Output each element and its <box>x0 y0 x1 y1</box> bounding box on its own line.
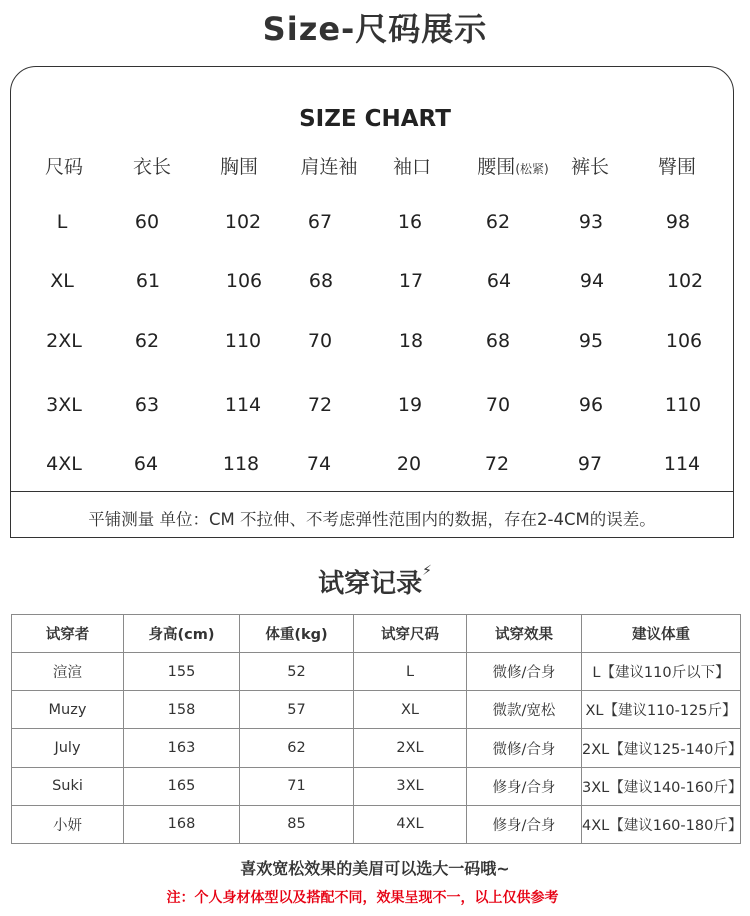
weight-cell: 52 <box>240 653 354 691</box>
size-cell: 4XL <box>46 453 82 475</box>
header-waist: 腰围(松紧) <box>477 156 549 178</box>
waist-cell: 72 <box>484 453 510 475</box>
tester-cell: Muzy <box>12 691 124 729</box>
length-cell: 64 <box>133 453 159 475</box>
header-size: 尺码 <box>44 156 83 178</box>
suggested-weight-cell: 3XL【建议140-160斤】 <box>582 767 741 805</box>
lightning-icon: ⚡ <box>422 563 432 579</box>
header-chest: 胸围 <box>219 156 258 178</box>
length-cell: 63 <box>134 394 160 416</box>
table-row <box>12 729 741 767</box>
hip-cell: 102 <box>666 270 704 292</box>
trial-title: 试穿记录⚡ <box>318 563 432 599</box>
height-cell: 163 <box>124 729 240 767</box>
suggested-weight-cell: XL【建议110-125斤】 <box>582 691 741 729</box>
effect-cell: 微修/合身 <box>467 653 582 691</box>
suggested-weight-cell: L【建议110斤以下】 <box>582 653 741 691</box>
weight-cell: 57 <box>240 691 354 729</box>
header-effect: 试穿效果 <box>467 615 582 653</box>
header-height: 身高(cm) <box>124 615 240 653</box>
cuff-cell: 18 <box>398 330 424 352</box>
hip-cell: 106 <box>665 330 703 352</box>
hip-cell: 98 <box>665 211 691 233</box>
shoulder-cell: 68 <box>308 270 334 292</box>
weight-cell: 85 <box>240 805 354 843</box>
shoulder-cell: 74 <box>306 453 332 475</box>
size-cell: XL <box>50 270 74 292</box>
table-row <box>12 767 741 805</box>
effect-cell: 微修/合身 <box>467 729 582 767</box>
header-hip: 臀围 <box>657 156 696 178</box>
length-cell: 62 <box>134 330 160 352</box>
size-cell: L <box>56 211 68 233</box>
trial-size-cell: 4XL <box>354 805 467 843</box>
table-row <box>12 805 741 843</box>
size-chart-divider <box>11 491 733 492</box>
table-row <box>12 653 741 691</box>
chest-cell: 110 <box>224 330 262 352</box>
waist-cell: 64 <box>486 270 512 292</box>
header-tester: 试穿者 <box>12 615 124 653</box>
header-cuff: 袖口 <box>392 156 431 178</box>
hip-cell: 114 <box>663 453 701 475</box>
chest-cell: 102 <box>224 211 262 233</box>
height-cell: 168 <box>124 805 240 843</box>
tester-cell: Suki <box>12 767 124 805</box>
trial-size-cell: 2XL <box>354 729 467 767</box>
cuff-cell: 16 <box>397 211 423 233</box>
suggested-weight-cell: 2XL【建议125-140斤】 <box>582 729 741 767</box>
pants-length-cell: 95 <box>578 330 604 352</box>
header-weight: 体重(kg) <box>240 615 354 653</box>
height-cell: 158 <box>124 691 240 729</box>
weight-cell: 62 <box>240 729 354 767</box>
header-trial-size: 试穿尺码 <box>354 615 467 653</box>
chest-cell: 114 <box>224 394 262 416</box>
length-cell: 60 <box>134 211 160 233</box>
height-cell: 165 <box>124 767 240 805</box>
size-chart-title: SIZE CHART <box>299 106 451 132</box>
tester-cell: 小妍 <box>12 805 124 843</box>
pants-length-cell: 94 <box>579 270 605 292</box>
weight-cell: 71 <box>240 767 354 805</box>
chest-cell: 106 <box>225 270 263 292</box>
header-length: 衣长 <box>132 156 171 178</box>
tester-cell: 渲渲 <box>12 653 124 691</box>
pants-length-cell: 96 <box>578 394 604 416</box>
trial-table <box>11 614 741 844</box>
measurement-note: 平铺测量 单位：CM 不拉伸、不考虑弹性范围内的数据，存在2-4CM的误差。 <box>88 510 656 529</box>
loose-fit-tip: 喜欢宽松效果的美眉可以选大一码哦~ <box>240 859 510 878</box>
trial-size-cell: XL <box>354 691 467 729</box>
pants-length-cell: 97 <box>577 453 603 475</box>
tester-cell: July <box>12 729 124 767</box>
suggested-weight-cell: 4XL【建议160-180斤】 <box>582 805 741 843</box>
effect-cell: 修身/合身 <box>467 767 582 805</box>
size-cell: 2XL <box>46 330 82 352</box>
header-suggested-weight: 建议体重 <box>582 615 741 653</box>
table-row <box>12 691 741 729</box>
length-cell: 61 <box>135 270 161 292</box>
cuff-cell: 19 <box>397 394 423 416</box>
cuff-cell: 17 <box>398 270 424 292</box>
waist-cell: 68 <box>485 330 511 352</box>
trial-size-cell: 3XL <box>354 767 467 805</box>
trial-size-cell: L <box>354 653 467 691</box>
pants-length-cell: 93 <box>578 211 604 233</box>
effect-cell: 修身/合身 <box>467 805 582 843</box>
header-shoulder-sleeve: 肩连袖 <box>300 156 358 178</box>
disclaimer-note: 注：个人身材体型以及搭配不同，效果呈现不一，以上仅供参考 <box>166 890 559 906</box>
shoulder-cell: 72 <box>307 394 333 416</box>
waist-cell: 62 <box>485 211 511 233</box>
waist-cell: 70 <box>485 394 511 416</box>
cuff-cell: 20 <box>396 453 422 475</box>
effect-cell: 微款/宽松 <box>467 691 582 729</box>
shoulder-cell: 67 <box>307 211 333 233</box>
size-cell: 3XL <box>46 394 82 416</box>
chest-cell: 118 <box>222 453 260 475</box>
height-cell: 155 <box>124 653 240 691</box>
header-pants-length: 裤长 <box>570 156 609 178</box>
trial-header-row <box>12 615 741 653</box>
page-title: Size-尺码展示 <box>262 10 488 48</box>
hip-cell: 110 <box>664 394 702 416</box>
shoulder-cell: 70 <box>307 330 333 352</box>
